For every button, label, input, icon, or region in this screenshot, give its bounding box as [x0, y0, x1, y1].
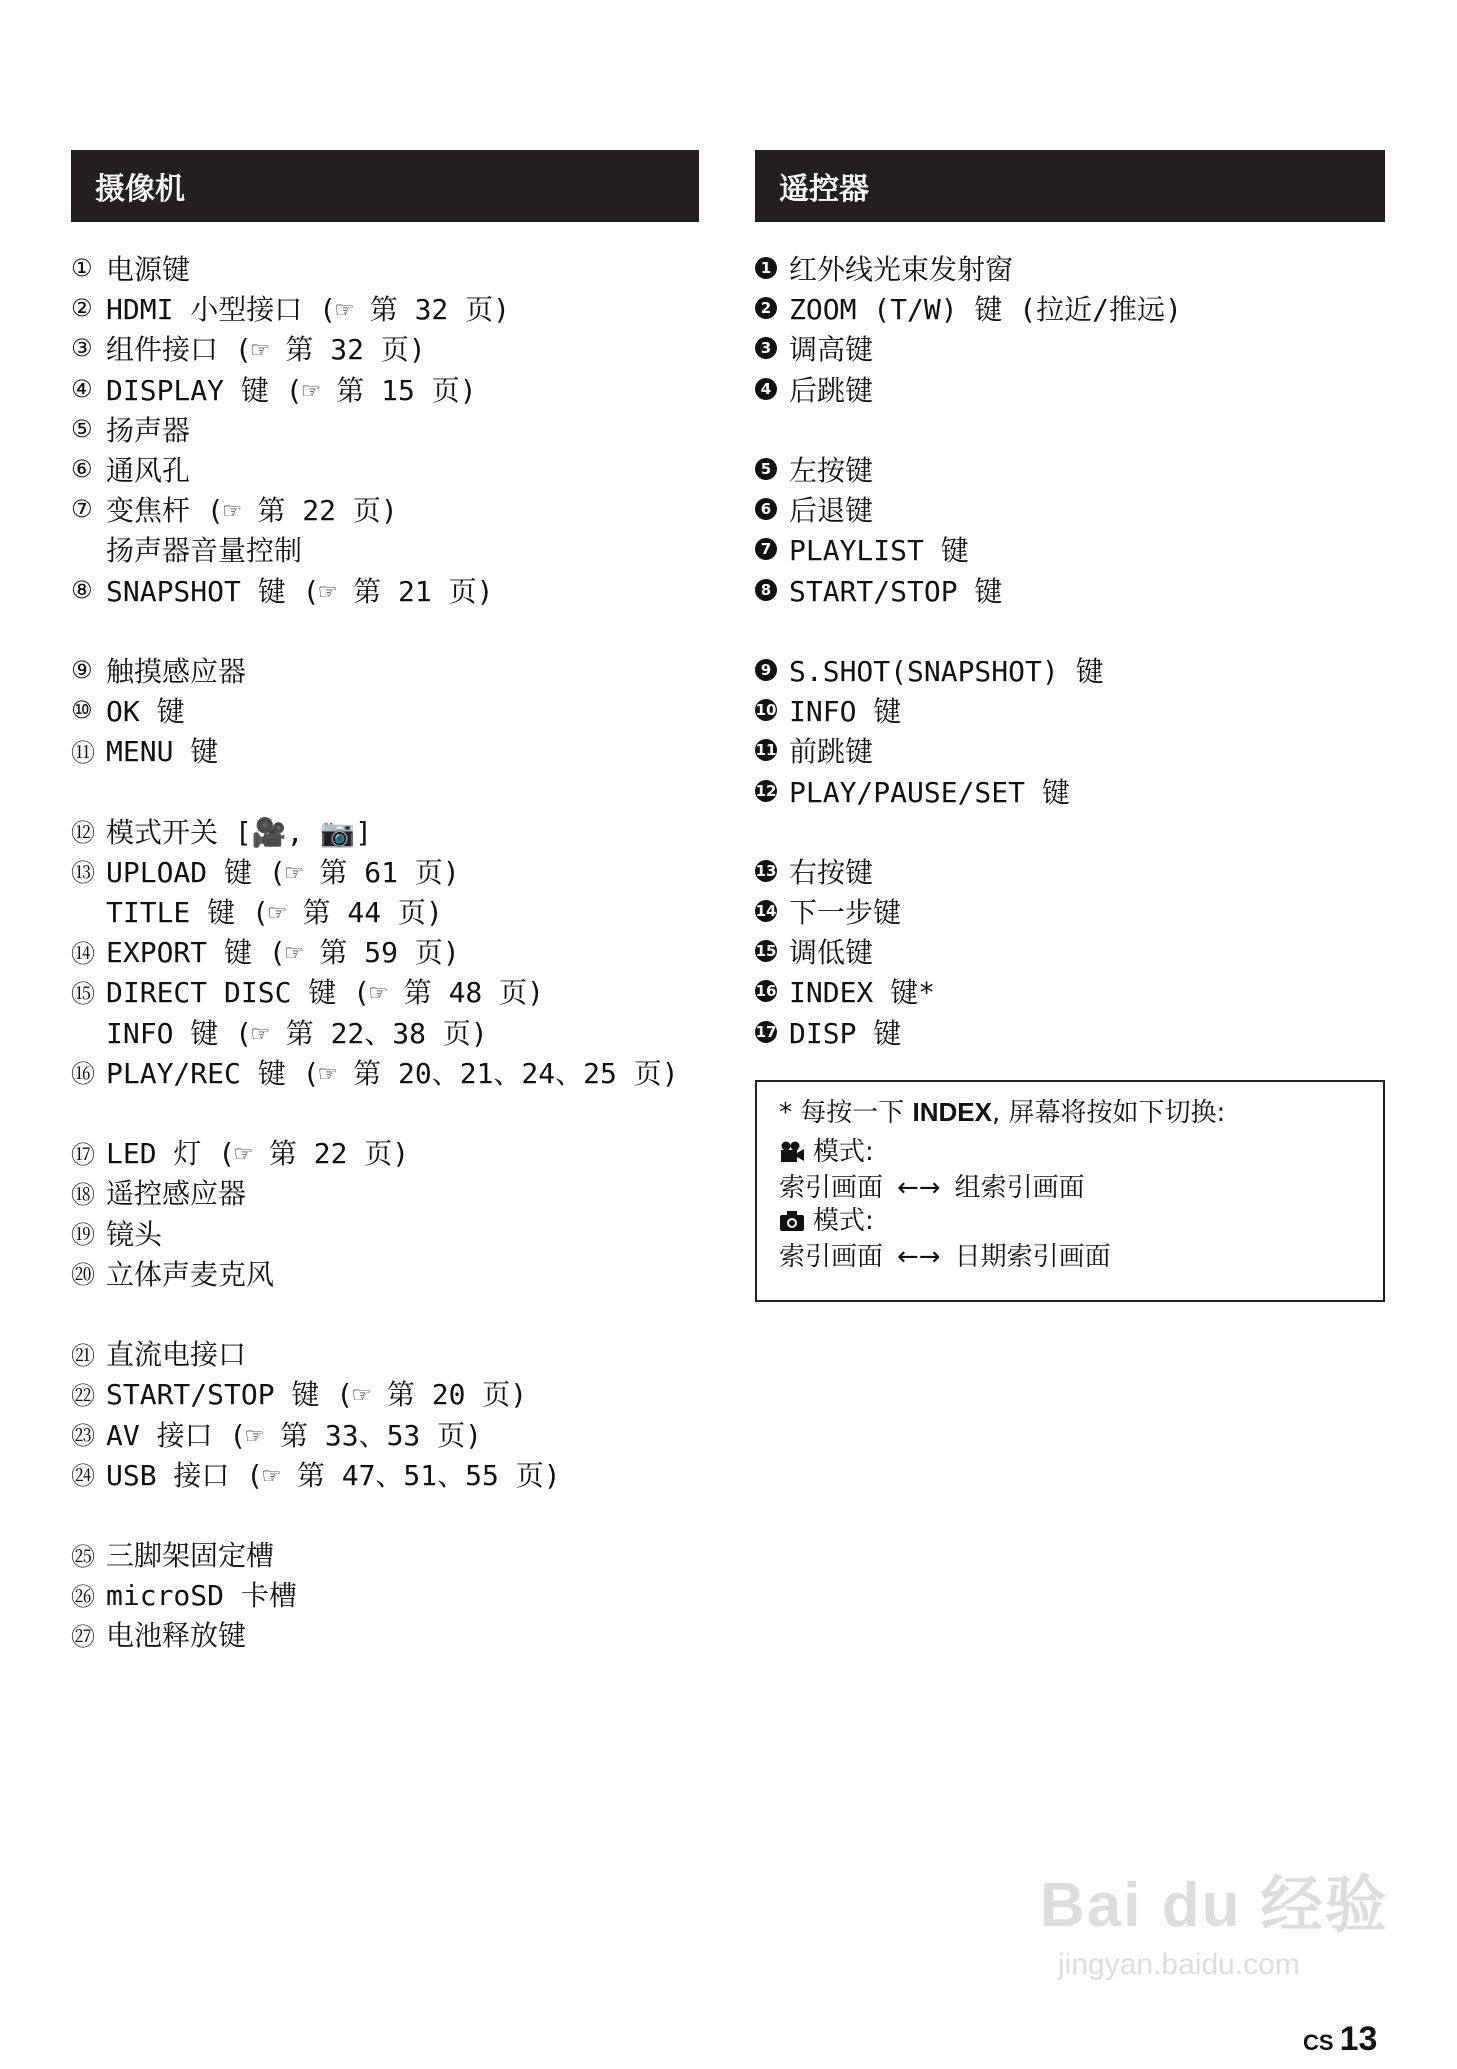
- list-item: [755, 690, 1385, 730]
- item-text: ZOOM (T/W) 键 (拉近/推远): [789, 293, 1182, 327]
- item-number: ⑦: [71, 495, 93, 524]
- item-number: ⑨: [71, 655, 93, 684]
- list-item: [755, 369, 1385, 409]
- list-item: [755, 288, 1385, 328]
- list-item: [71, 449, 699, 489]
- photo-to: 日期索引画面: [954, 1242, 1111, 1272]
- item-text: 扬声器音量控制: [106, 534, 303, 568]
- list-item: [71, 570, 699, 610]
- item-text: START/STOP 键 (☞ 第 20 页): [106, 1378, 528, 1412]
- list-item: [71, 1052, 699, 1092]
- item-text: TITLE 键 (☞ 第 44 页): [106, 896, 443, 930]
- item-number-badge: 12: [755, 781, 777, 800]
- list-item: [71, 1454, 699, 1494]
- remote-section: [755, 150, 1385, 1052]
- item-text: 调高键: [789, 333, 874, 367]
- video-mode-label: 模式:: [813, 1137, 874, 1167]
- item-number-badge: 9: [755, 659, 777, 681]
- list-item: [71, 1213, 699, 1253]
- list-item: [755, 489, 1385, 529]
- watermark-url: jingyan.baidu.com: [1058, 1948, 1300, 1981]
- index-note-box: [755, 1080, 1385, 1302]
- item-number: ⑲: [71, 1221, 95, 1250]
- item-text: LED 灯 (☞ 第 22 页): [106, 1137, 410, 1171]
- list-item: [71, 1534, 699, 1574]
- remote-parts-list: [755, 248, 1385, 1052]
- item-number-badge: 13: [755, 861, 777, 880]
- item-text: 模式开关 [🎥, 📷]: [106, 815, 373, 849]
- item-text: 左按键: [789, 454, 874, 488]
- list-item: [755, 730, 1385, 770]
- item-text: 直流电接口: [106, 1338, 247, 1372]
- item-text: 触摸感应器: [106, 654, 247, 688]
- list-item: [755, 891, 1385, 931]
- item-text: 三脚架固定槽: [106, 1539, 275, 1573]
- list-gap: [71, 1092, 699, 1132]
- note-line-1: [779, 1096, 1361, 1130]
- item-text: MENU 键: [106, 735, 219, 769]
- item-number-badge: 5: [755, 458, 777, 480]
- item-text: OK 键: [106, 695, 185, 729]
- item-text: HDMI 小型接口 (☞ 第 32 页): [106, 293, 511, 327]
- item-number-badge: 16: [755, 982, 777, 1001]
- item-text: 组件接口 (☞ 第 32 页): [106, 333, 426, 367]
- item-text: DISPLAY 键 (☞ 第 15 页): [106, 373, 477, 407]
- item-number: ③: [71, 334, 93, 363]
- item-number: ④: [71, 374, 93, 403]
- bidirectional-arrow-icon: ←→: [897, 1242, 941, 1272]
- list-gap: [71, 770, 699, 810]
- list-item: [755, 971, 1385, 1011]
- item-number: ⑭: [71, 939, 95, 968]
- note-suffix: , 屏幕将按如下切换:: [992, 1098, 1226, 1128]
- item-text: 扬声器: [106, 413, 191, 447]
- list-item: [71, 288, 699, 328]
- item-number: ㉗: [71, 1622, 95, 1651]
- item-number: ⑬: [71, 859, 95, 888]
- item-text: 后跳键: [789, 373, 874, 407]
- list-item: [71, 1614, 699, 1654]
- item-text: 下一步键: [789, 896, 902, 930]
- item-text: PLAY/REC 键 (☞ 第 20、21、24、25 页): [106, 1056, 679, 1090]
- item-number: ⑯: [71, 1060, 95, 1089]
- item-number-badge: 17: [755, 1022, 777, 1041]
- item-number-badge: 10: [755, 701, 777, 720]
- item-text: START/STOP 键: [789, 574, 1003, 608]
- list-item: [71, 730, 699, 770]
- remote-section-header: 遥控器: [755, 150, 1385, 222]
- watermark-logo: Bai du 经验: [1040, 1871, 1389, 1940]
- item-text: 立体声麦克风: [106, 1257, 275, 1291]
- note-prefix: * 每按一下: [779, 1098, 913, 1128]
- list-item: [755, 328, 1385, 368]
- item-text: 遥控感应器: [106, 1177, 247, 1211]
- list-gap: [71, 1494, 699, 1534]
- item-number: ㉔: [71, 1462, 95, 1491]
- photo-mode-transition: [779, 1241, 1361, 1274]
- list-gap: [71, 610, 699, 650]
- video-mode-row: [779, 1136, 1361, 1172]
- bidirectional-arrow-icon: ←→: [897, 1173, 941, 1203]
- item-text: PLAY/PAUSE/SET 键: [789, 775, 1070, 809]
- item-number-badge: 14: [755, 902, 777, 921]
- item-number: ㉓: [71, 1422, 95, 1451]
- item-number-badge: 1: [755, 257, 777, 279]
- item-text: 电源键: [106, 253, 191, 287]
- list-item: [71, 1253, 699, 1293]
- note-bold-index: INDEX: [912, 1097, 992, 1127]
- item-number: ②: [71, 294, 93, 323]
- list-gap: [755, 811, 1385, 851]
- list-item: [71, 971, 699, 1011]
- item-number: ㉖: [71, 1582, 95, 1611]
- item-text: 调低键: [789, 936, 874, 970]
- item-number: ⑥: [71, 455, 93, 484]
- list-gap: [755, 409, 1385, 449]
- list-item: [755, 570, 1385, 610]
- video-to: 组索引画面: [954, 1173, 1085, 1203]
- item-text: 通风孔: [106, 454, 191, 488]
- item-text: SNAPSHOT 键 (☞ 第 21 页): [106, 574, 494, 608]
- item-number-badge: 4: [755, 378, 777, 400]
- list-item: [71, 409, 699, 449]
- item-number: ⑫: [71, 819, 95, 848]
- item-number: ⑱: [71, 1180, 95, 1209]
- item-text: microSD 卡槽: [106, 1579, 297, 1613]
- baidu-watermark: [1040, 1855, 1420, 2015]
- list-item: [755, 1012, 1385, 1052]
- video-mode-transition: [779, 1172, 1361, 1205]
- item-text: 镜头: [106, 1217, 163, 1251]
- list-item: [71, 891, 699, 931]
- item-number: ㉑: [71, 1341, 95, 1370]
- item-text: USB 接口 (☞ 第 47、51、55 页): [106, 1458, 561, 1492]
- item-number-badge: 15: [755, 942, 777, 961]
- item-text: EXPORT 键 (☞ 第 59 页): [106, 936, 460, 970]
- item-number: ⑰: [71, 1140, 95, 1169]
- item-number: ⑳: [71, 1261, 95, 1290]
- item-number: ⑤: [71, 414, 93, 443]
- item-text: PLAYLIST 键: [789, 534, 969, 568]
- list-item: [755, 650, 1385, 690]
- item-text: 前跳键: [789, 735, 874, 769]
- item-number-badge: 11: [755, 741, 777, 760]
- item-number: ㉕: [71, 1542, 95, 1571]
- item-text: INDEX 键*: [789, 976, 936, 1010]
- list-item: [71, 248, 699, 288]
- item-text: INFO 键 (☞ 第 22、38 页): [106, 1016, 488, 1050]
- item-number-badge: 7: [755, 538, 777, 560]
- list-item: [71, 1373, 699, 1413]
- photo-from: 索引画面: [779, 1242, 884, 1272]
- item-text: DISP 键: [789, 1016, 902, 1050]
- list-item: [71, 1132, 699, 1172]
- item-text: 变焦杆 (☞ 第 22 页): [106, 494, 398, 528]
- page-number: [1303, 2020, 1377, 2059]
- item-number: ⑪: [71, 738, 95, 767]
- video-camera-icon: [779, 1139, 805, 1172]
- photo-mode-label: 模式:: [813, 1206, 874, 1236]
- list-item: [71, 1172, 699, 1212]
- list-item: [71, 529, 699, 569]
- list-item: [755, 248, 1385, 288]
- item-number: ㉒: [71, 1381, 95, 1410]
- list-item: [755, 529, 1385, 569]
- item-number-badge: 8: [755, 579, 777, 601]
- camera-section-header: 摄像机: [71, 150, 699, 222]
- camera-section: [71, 150, 699, 1655]
- list-item: [71, 1574, 699, 1614]
- item-number: ⑧: [71, 575, 93, 604]
- item-text: 右按键: [789, 855, 874, 889]
- item-text: UPLOAD 键 (☞ 第 61 页): [106, 855, 460, 889]
- list-gap: [755, 610, 1385, 650]
- list-item: [71, 851, 699, 891]
- list-item: [755, 449, 1385, 489]
- list-item: [71, 328, 699, 368]
- list-gap: [71, 1293, 699, 1333]
- list-item: [71, 690, 699, 730]
- item-number: ⑩: [71, 696, 93, 725]
- item-text: 红外线光束发射窗: [789, 253, 1014, 287]
- list-item: [755, 851, 1385, 891]
- item-text: 后退键: [789, 494, 874, 528]
- list-item: [755, 770, 1385, 810]
- camera-icon: [779, 1208, 805, 1241]
- list-item: [71, 489, 699, 529]
- list-item: [755, 931, 1385, 971]
- list-item: [71, 369, 699, 409]
- item-number-badge: 2: [755, 297, 777, 319]
- item-number-badge: 6: [755, 498, 777, 520]
- item-number: ①: [71, 254, 93, 283]
- page-lang: CS: [1303, 2030, 1334, 2055]
- item-number-badge: 3: [755, 337, 777, 359]
- list-item: [71, 650, 699, 690]
- page-number-value: 13: [1339, 2020, 1378, 2058]
- list-item: [71, 1413, 699, 1453]
- item-text: INFO 键: [789, 695, 902, 729]
- list-item: [71, 931, 699, 971]
- list-item: [71, 811, 699, 851]
- camera-parts-list: [71, 248, 699, 1655]
- photo-mode-row: [779, 1205, 1361, 1241]
- item-text: DIRECT DISC 键 (☞ 第 48 页): [106, 976, 545, 1010]
- list-item: [71, 1333, 699, 1373]
- item-number: ⑮: [71, 979, 95, 1008]
- video-from: 索引画面: [779, 1173, 884, 1203]
- item-text: S.SHOT(SNAPSHOT) 键: [789, 654, 1104, 688]
- item-text: 电池释放键: [106, 1619, 247, 1653]
- item-text: AV 接口 (☞ 第 33、53 页): [106, 1418, 483, 1452]
- list-item: [71, 1012, 699, 1052]
